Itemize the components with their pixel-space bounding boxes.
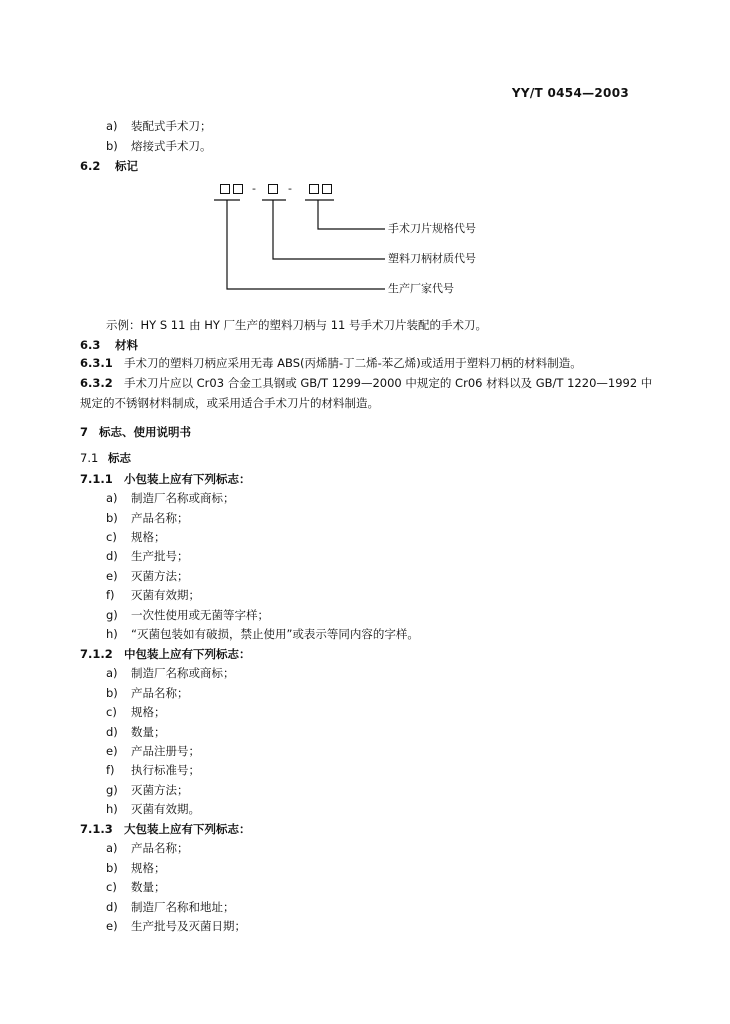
clause-number-7-1-2: 7.1.2 bbox=[80, 647, 113, 661]
list-marker: c) bbox=[106, 530, 117, 544]
list-marker: e) bbox=[106, 744, 118, 758]
label-manufacturer-code: 生产厂家代号 bbox=[388, 282, 454, 295]
list-marker: h) bbox=[106, 802, 118, 816]
clause-number-7-1-1: 7.1.1 bbox=[80, 472, 113, 486]
list-marker: c) bbox=[106, 705, 117, 719]
list-item-text: 一次性使用或无菌等字样； bbox=[131, 608, 269, 622]
section-number-7-1: 7.1 bbox=[80, 451, 99, 465]
list-item-text: 产品名称； bbox=[131, 686, 189, 700]
section-title-6-3: 材料 bbox=[115, 338, 138, 352]
list-item-text: 制造厂名称或商标； bbox=[131, 491, 235, 505]
list-item-text: 产品注册号； bbox=[131, 744, 200, 758]
clause-text-6-3-1: 手术刀的塑料刀柄应采用无毒 ABS(丙烯腈-丁二烯-苯乙烯)或适用于塑料刀柄的材料制造。 bbox=[124, 356, 582, 370]
clause-title-7-1-3: 大包装上应有下列标志： bbox=[124, 822, 251, 836]
clause-text-6-3-2: 手术刀片应以 Cr03 合金工具钢或 GB/T 1299—2000 中规定的 Cr06 材料以及 GB/T 1220—1992 中 bbox=[124, 376, 653, 390]
code-separator: - bbox=[288, 182, 292, 195]
list-marker: a) bbox=[106, 841, 118, 855]
section-title-6-2: 标记 bbox=[115, 159, 138, 173]
section-number-6-3: 6.3 bbox=[80, 338, 101, 352]
clause-title-7-1-1: 小包装上应有下列标志： bbox=[124, 472, 251, 486]
list-item-text: 生产批号及灭菌日期； bbox=[131, 919, 246, 933]
list-item-text: 灭菌有效期； bbox=[131, 588, 200, 602]
clause-number-7-1-3: 7.1.3 bbox=[80, 822, 113, 836]
list-marker: b) bbox=[106, 139, 118, 153]
list-marker: f) bbox=[106, 588, 115, 602]
list-marker: g) bbox=[106, 608, 118, 622]
clause-number-6-3-2: 6.3.2 bbox=[80, 376, 113, 390]
list-marker: g) bbox=[106, 783, 118, 797]
list-item-text: 灭菌方法； bbox=[131, 569, 189, 583]
list-marker: c) bbox=[106, 880, 117, 894]
clause-number-6-3-1: 6.3.1 bbox=[80, 356, 113, 370]
list-marker: a) bbox=[106, 491, 118, 505]
list-item-text: 熔接式手术刀。 bbox=[131, 139, 212, 153]
list-item-text: 数量； bbox=[131, 880, 166, 894]
list-item-text: 制造厂名称或商标； bbox=[131, 666, 235, 680]
standard-number: YY/T 0454—2003 bbox=[511, 86, 629, 100]
section-number-6-2: 6.2 bbox=[80, 159, 101, 173]
list-item-text: 生产批号； bbox=[131, 549, 189, 563]
section-number-7: 7 bbox=[80, 425, 89, 439]
list-item-text: “灭菌包装如有破损，禁止使用”或表示等同内容的字样。 bbox=[131, 627, 419, 641]
label-handle-material-code: 塑料刀柄材质代号 bbox=[388, 252, 476, 265]
list-marker: b) bbox=[106, 861, 118, 875]
list-marker: a) bbox=[106, 666, 118, 680]
clause-text-6-3-2-cont: 规定的不锈钢材料制成，或采用适合手术刀片的材料制造。 bbox=[80, 396, 379, 410]
list-marker: d) bbox=[106, 725, 118, 739]
label-blade-spec-code: 手术刀片规格代号 bbox=[388, 222, 476, 235]
list-item-text: 执行标准号； bbox=[131, 763, 200, 777]
list-marker: d) bbox=[106, 549, 118, 563]
list-item-text: 装配式手术刀； bbox=[131, 119, 212, 133]
list-item-text: 数量； bbox=[131, 725, 166, 739]
list-marker: h) bbox=[106, 627, 118, 641]
code-separator: - bbox=[252, 182, 256, 195]
list-marker: e) bbox=[106, 919, 118, 933]
list-item-text: 制造厂名称和地址； bbox=[131, 900, 235, 914]
list-item-text: 规格； bbox=[131, 705, 166, 719]
clause-title-7-1-2: 中包装上应有下列标志： bbox=[124, 647, 251, 661]
section-title-7: 标志、使用说明书 bbox=[99, 425, 191, 439]
section-title-7-1: 标志 bbox=[108, 451, 131, 465]
list-item-text: 灭菌方法； bbox=[131, 783, 189, 797]
list-marker: b) bbox=[106, 511, 118, 525]
list-item-text: 规格； bbox=[131, 861, 166, 875]
list-marker: d) bbox=[106, 900, 118, 914]
list-marker: b) bbox=[106, 686, 118, 700]
list-item-text: 灭菌有效期。 bbox=[131, 802, 200, 816]
list-item-text: 产品名称； bbox=[131, 511, 189, 525]
list-marker: f) bbox=[106, 763, 115, 777]
list-marker: e) bbox=[106, 569, 118, 583]
list-marker: a) bbox=[106, 119, 118, 133]
marking-example: 示例：HY S 11 由 HY 厂生产的塑料刀柄与 11 号手术刀片装配的手术刀。 bbox=[106, 318, 487, 332]
list-item-text: 规格； bbox=[131, 530, 166, 544]
list-item-text: 产品名称； bbox=[131, 841, 189, 855]
